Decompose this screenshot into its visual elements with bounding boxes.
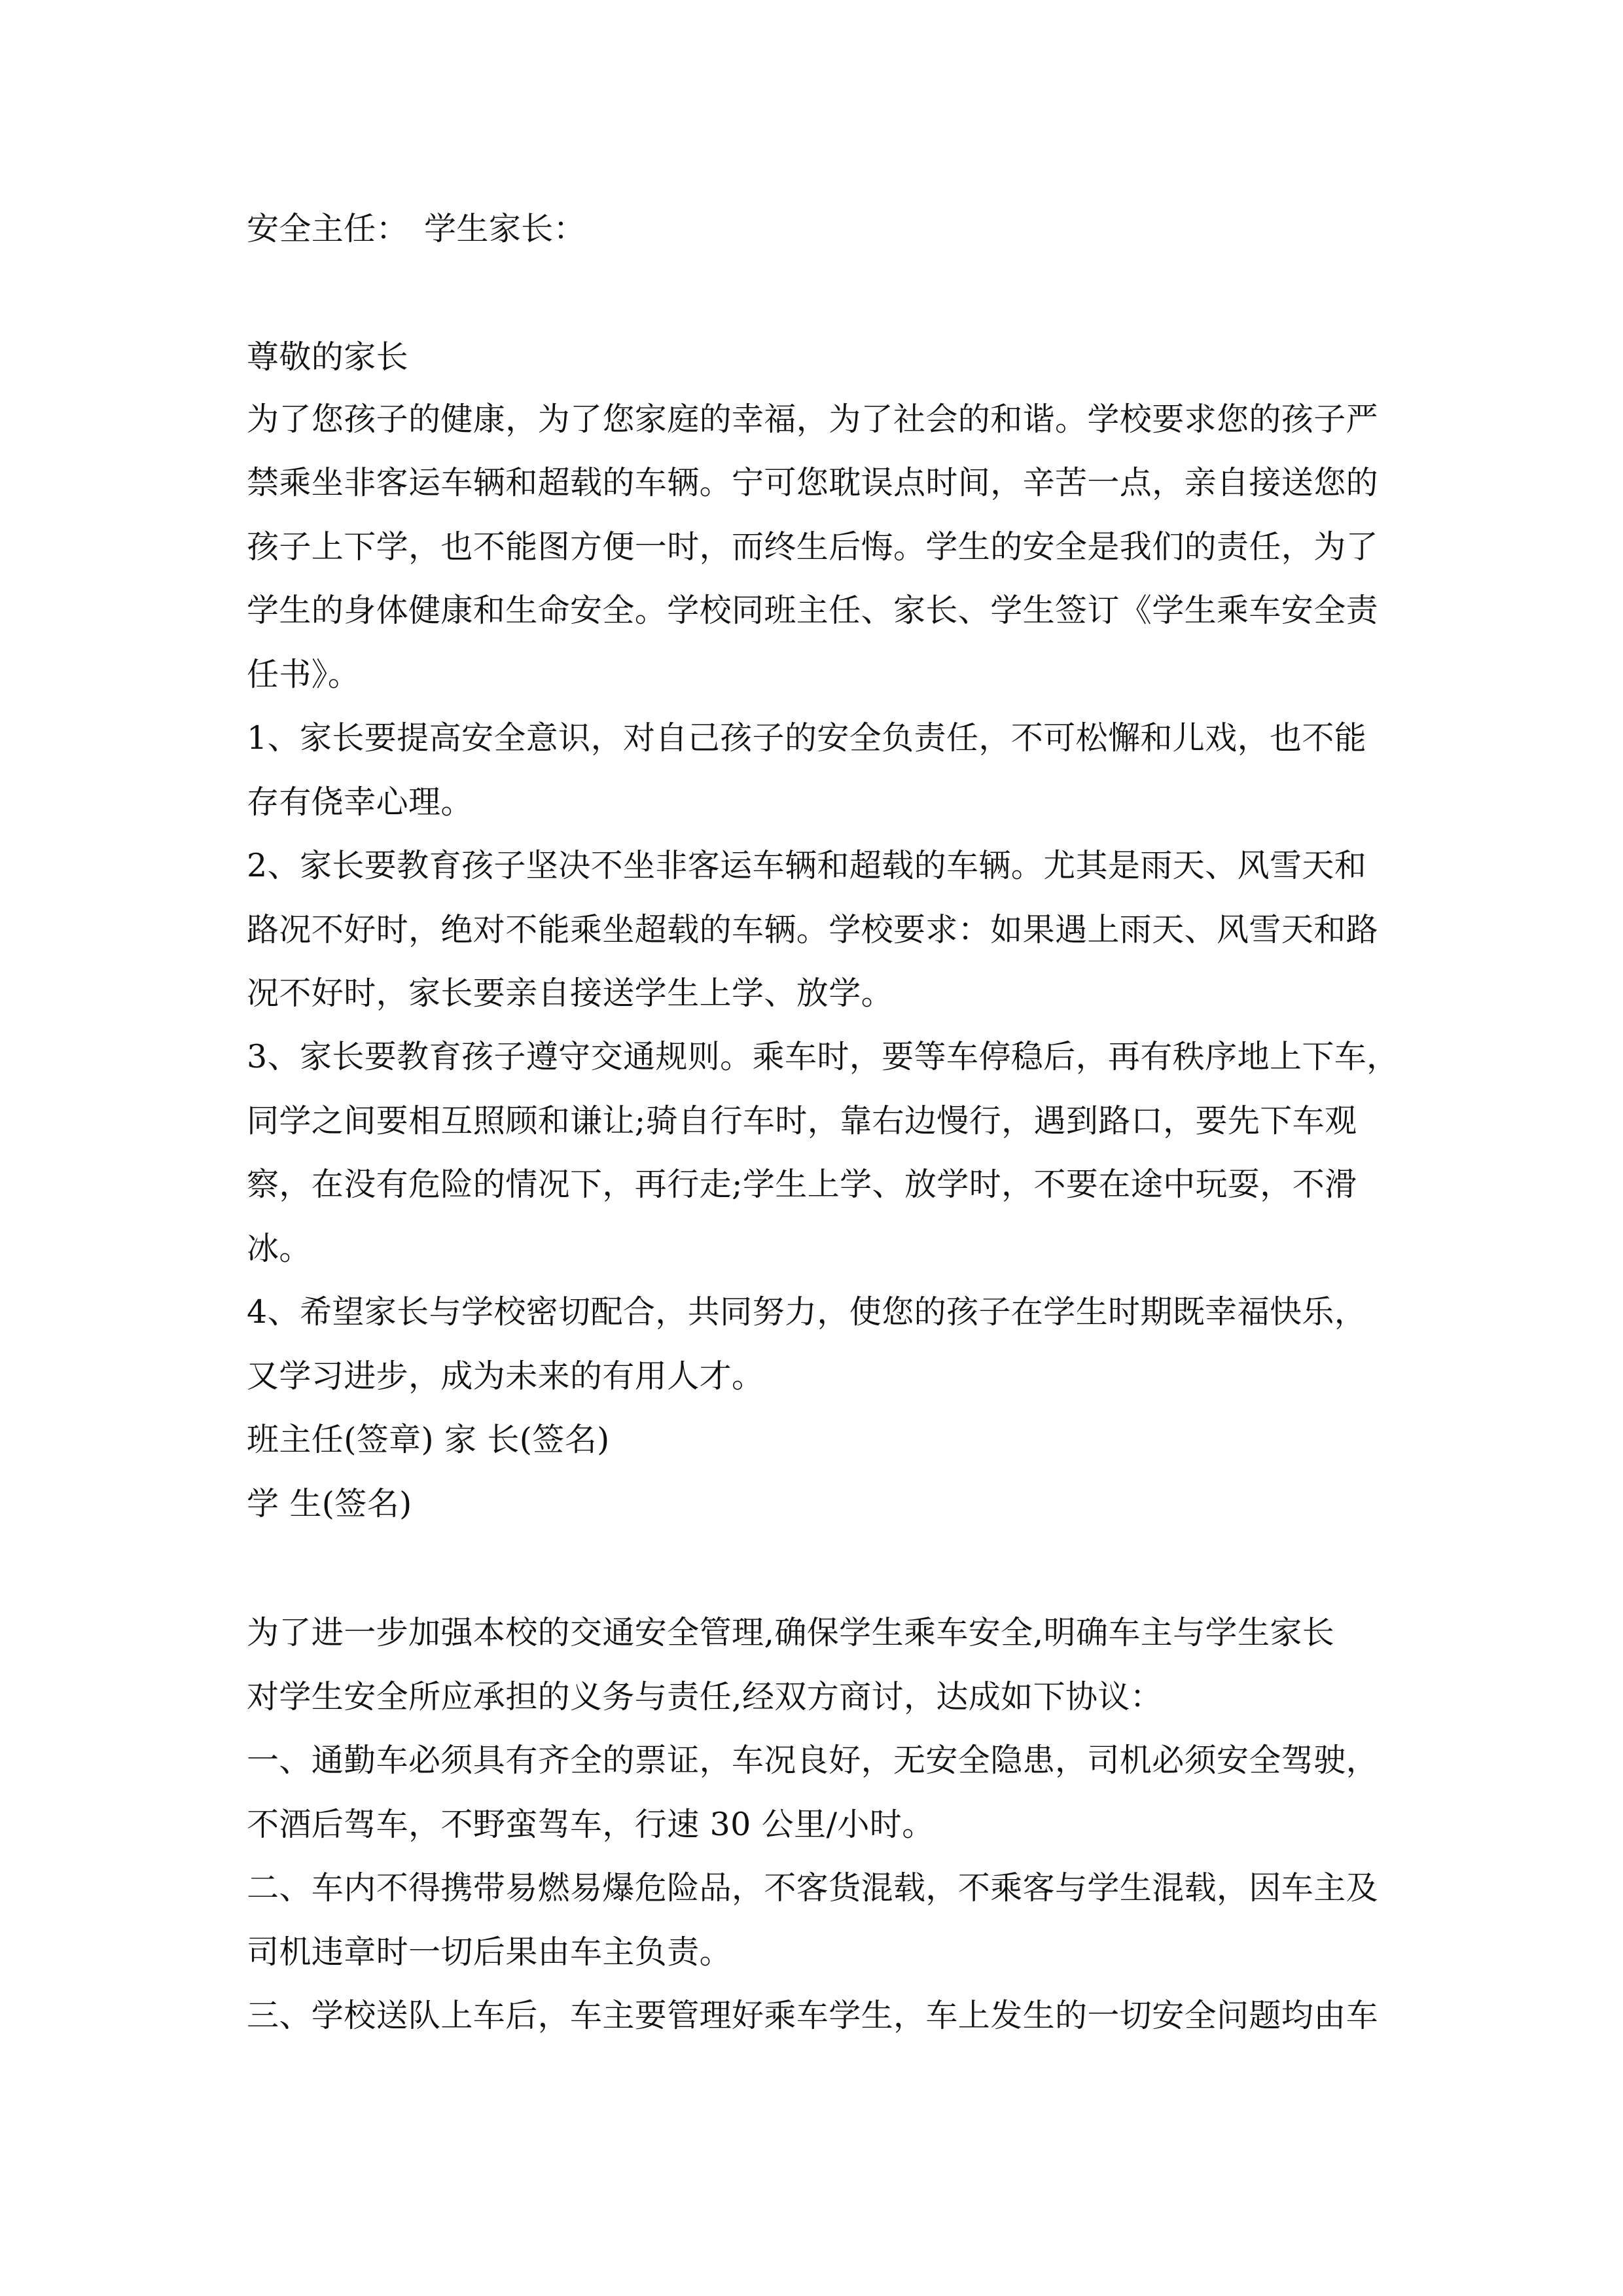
intro-line: 学生的身体健康和生命安全。学校同班主任、家长、学生签订《学生乘车安全责 [247, 592, 1379, 629]
agreement-clause-2: 二、车内不得携带易燃易爆危险品，不客货混载，不乘客与学生混载，因车主及 [247, 1869, 1379, 1907]
rule-item-2: 2、家长要教育孩子坚决不坐非客运车辆和超载的车辆。尤其是雨天、风雪天和 [247, 847, 1367, 884]
agreement-clause-2: 司机违章时一切后果由车主负责。 [247, 1933, 732, 1971]
intro-line: 禁乘坐非客运车辆和超载的车辆。宁可您耽误点时间，辛苦一点，亲自接送您的 [247, 464, 1379, 501]
rule-item-3: 冰。 [247, 1230, 312, 1267]
safety-director-label: 安全主任： [247, 210, 409, 247]
parent-label: 学生家长： [424, 210, 586, 247]
rule-item-4: 4、希望家长与学校密切配合，共同努力，使您的孩子在学生时期既幸福快乐， [247, 1293, 1367, 1331]
rule-item-3: 3、家长要教育孩子遵守交通规则。乘车时，要等车停稳后，再有秩序地上下车， [247, 1038, 1399, 1075]
rule-item-3: 同学之间要相互照顾和谦让;骑自行车时，靠右边慢行，遇到路口，要先下车观 [247, 1102, 1357, 1139]
rule-item-2: 况不好时，家长要亲自接送学生上学、放学。 [247, 975, 894, 1012]
document-page [247, 0, 1399, 2296]
intro-line: 为了您孩子的健康，为了您家庭的幸福，为了社会的和谐。学校要求您的孩子严 [247, 401, 1379, 438]
agreement-intro-line: 对学生安全所应承担的义务与责任,经双方商讨，达成如下协议： [247, 1678, 1163, 1715]
intro-line: 孩子上下学，也不能图方便一时，而终生后悔。学生的安全是我们的责任，为了 [247, 528, 1379, 565]
rule-item-1: 存有侥幸心理。 [247, 783, 473, 821]
rule-item-4: 又学习进步，成为未来的有用人才。 [247, 1357, 764, 1395]
agreement-clause-1: 一、通勤车必须具有齐全的票证，车况良好，无安全隐患，司机必须安全驾驶， [247, 1742, 1379, 1779]
rule-item-2: 路况不好时，绝对不能乘坐超载的车辆。学校要求：如果遇上雨天、风雪天和路 [247, 911, 1379, 948]
intro-line: 任书》。 [247, 656, 361, 693]
agreement-clause-3: 三、学校送队上车后，车主要管理好乘车学生，车上发生的一切安全问题均由车 [247, 1997, 1379, 2034]
rule-item-3: 察，在没有危险的情况下，再行走;学生上学、放学时，不要在途中玩耍，不滑 [247, 1166, 1357, 1203]
agreement-intro-line: 为了进一步加强本校的交通安全管理,确保学生乘车安全,明确车主与学生家长 [247, 1614, 1335, 1651]
signature-header [247, 209, 1385, 249]
agreement-clause-1: 不酒后驾车，不野蛮驾车，行速 30 公里/小时。 [247, 1806, 935, 1843]
rule-item-1: 1、家长要提高安全意识，对自己孩子的安全负责任，不可松懈和儿戏，也不能 [247, 719, 1367, 757]
salutation: 尊敬的家长 [247, 338, 409, 376]
signature-line-student: 学 生(签名) [247, 1485, 412, 1522]
signature-line-teacher-parent: 班主任(签章) 家 长(签名) [247, 1421, 610, 1458]
